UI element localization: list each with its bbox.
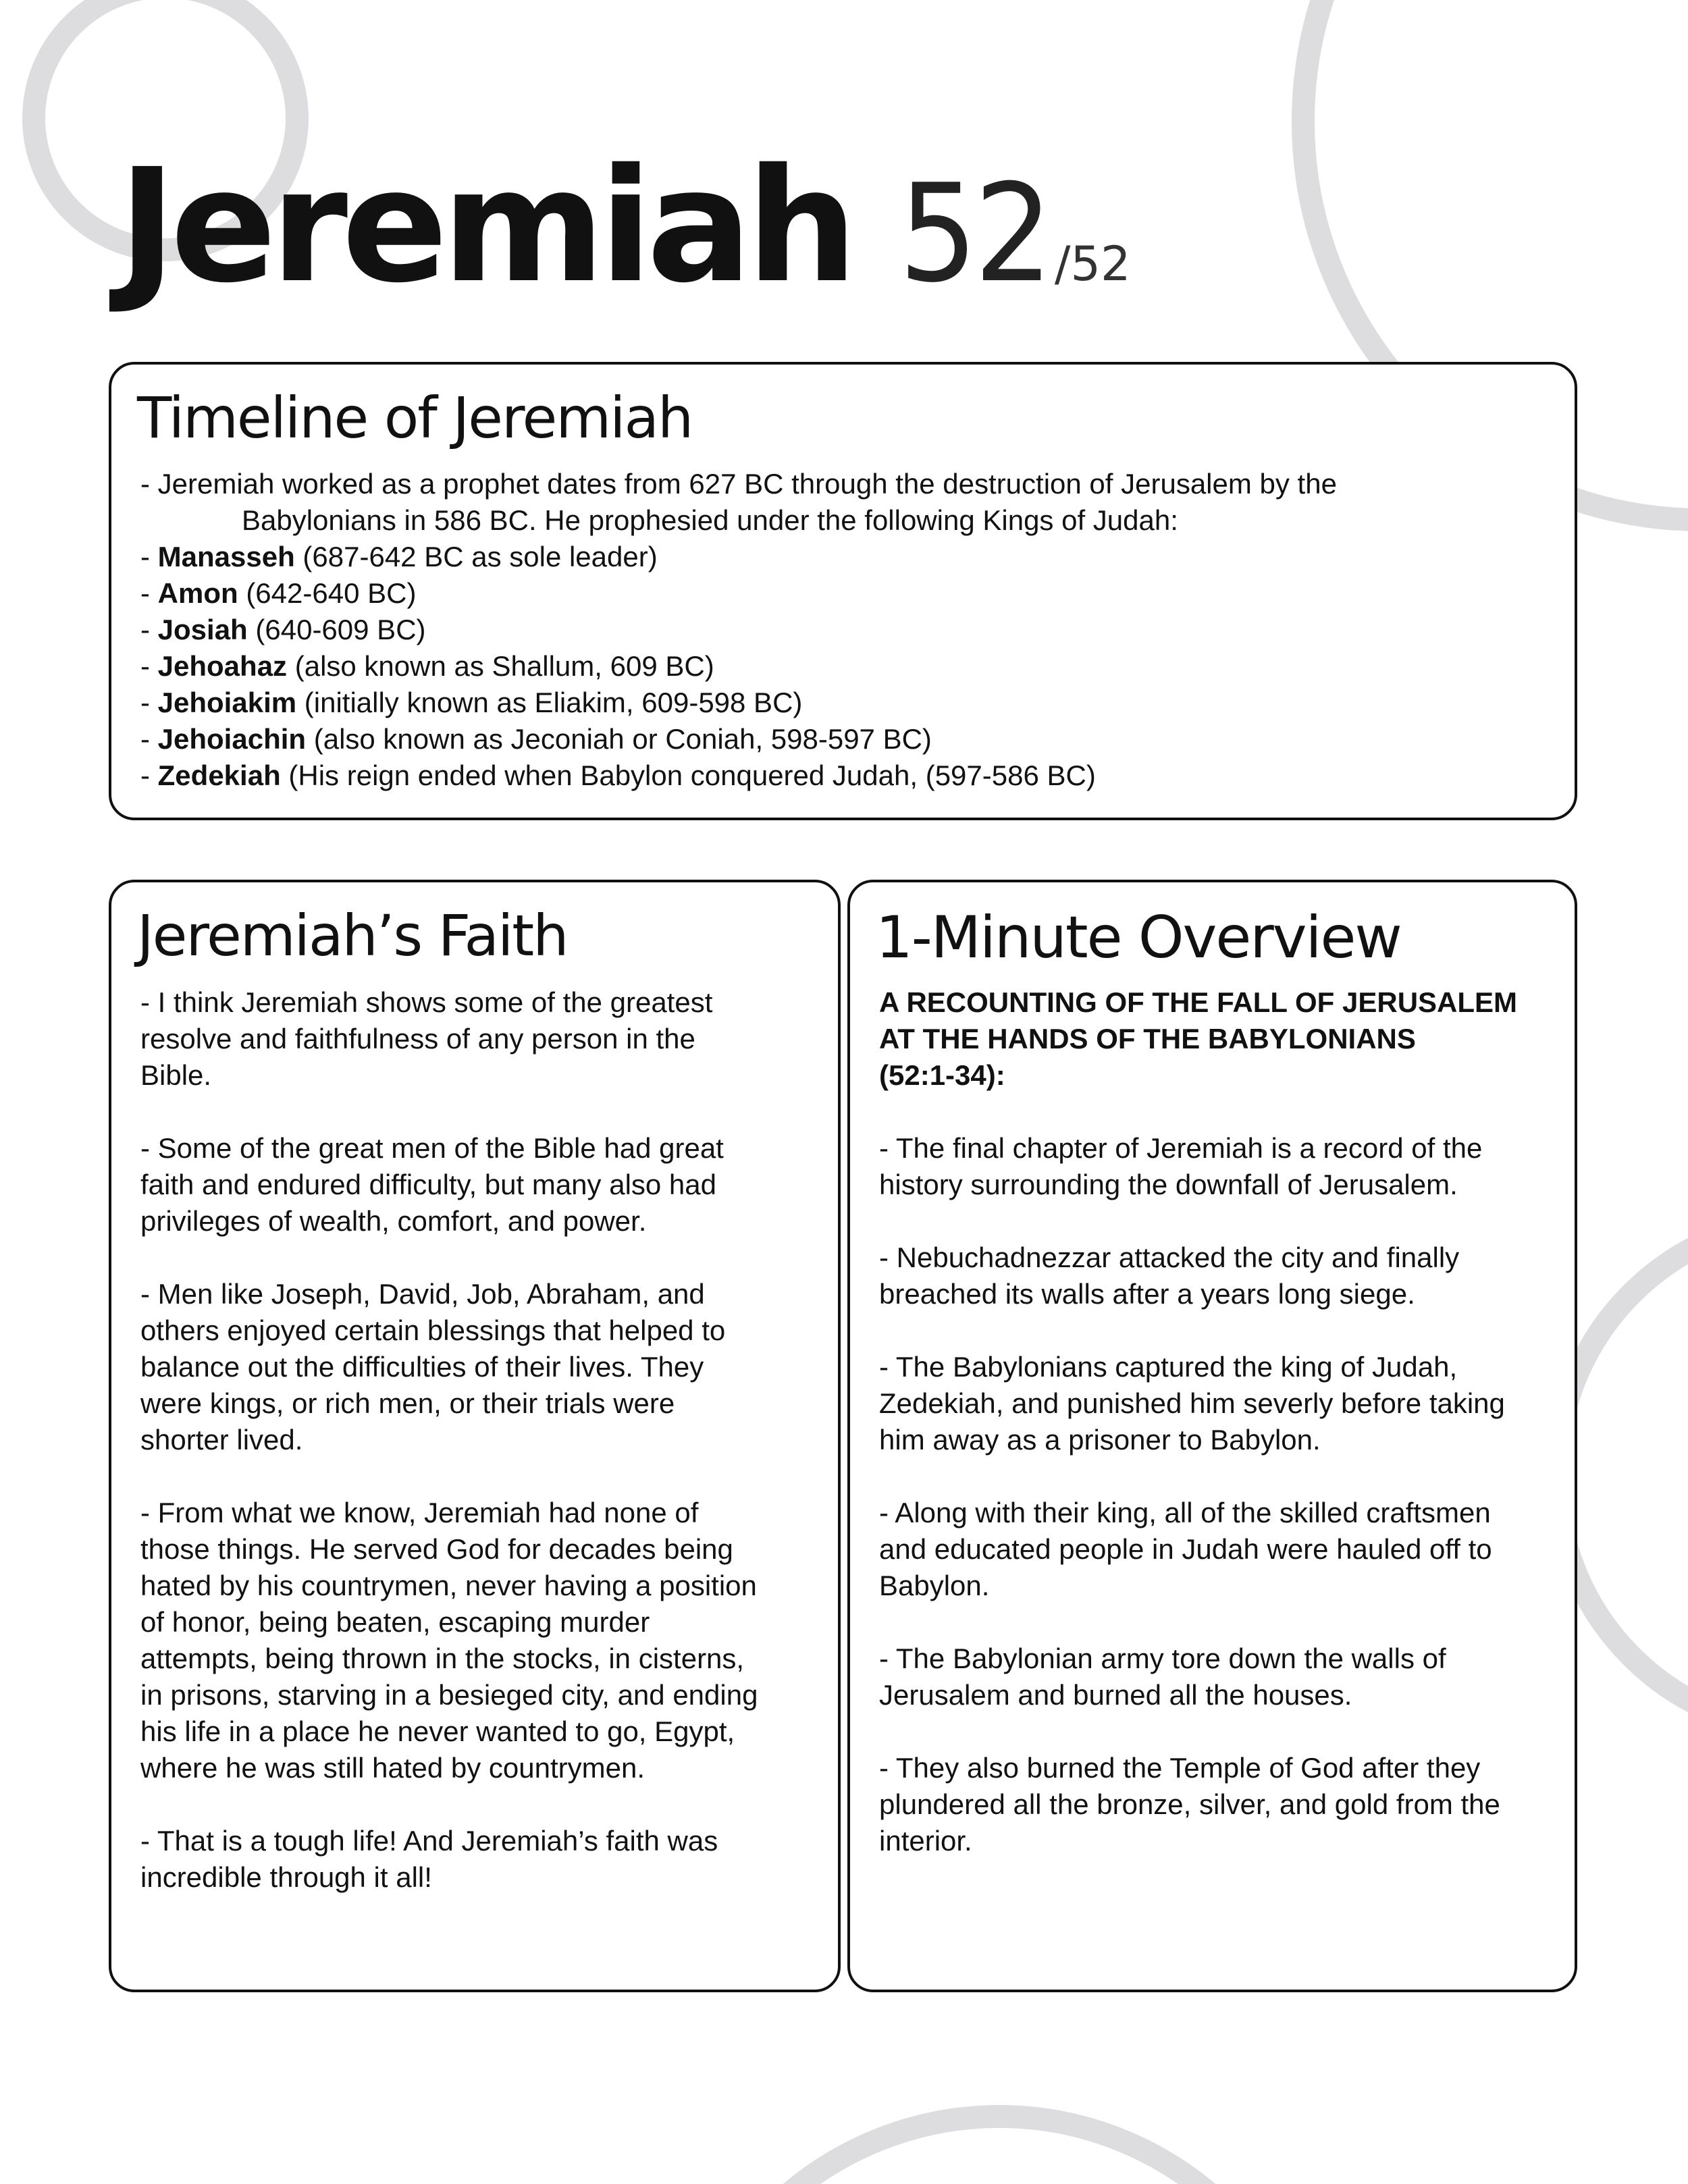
king-detail: (687-642 BC as sole leader): [294, 541, 658, 572]
text-line: balance out the difficulties of their lives. They: [140, 1351, 704, 1383]
king-name: Josiah: [157, 614, 248, 645]
text-line: breached its walls after a years long siege.: [879, 1278, 1415, 1310]
text-line: - The Babylonians captured the king of Judah,: [879, 1351, 1458, 1383]
king-detail: (also known as Jeconiah or Coniah, 598-597 BC): [306, 723, 932, 755]
king-item: - Zedekiah (His reign ended when Babylon conquered Judah, (597-586 BC): [140, 760, 1096, 791]
king-item: - Jehoahaz (also known as Shallum, 609 BC): [140, 650, 714, 682]
faith-paragraph: [140, 1495, 818, 1786]
section-title-line: AT THE HANDS OF THE BABYLONIANS: [879, 1023, 1416, 1055]
overview-paragraph: [879, 1130, 1554, 1203]
text-line: - Along with their king, all of the skilled craftsmen: [879, 1497, 1491, 1528]
text-line: resolve and faithfulness of any person in the: [140, 1023, 695, 1055]
faith-paragraph: [140, 1823, 818, 1896]
text-line: shorter lived.: [140, 1424, 303, 1456]
chapter-total: /52: [1054, 236, 1131, 292]
overview-paragraph: [879, 1495, 1554, 1604]
chapter-number: 52: [899, 155, 1050, 313]
king-item: - Manasseh (687-642 BC as sole leader): [140, 541, 658, 572]
section-title-line: (52:1-34):: [879, 1059, 1005, 1091]
text-line: him away as a prisoner to Babylon.: [879, 1424, 1321, 1456]
decor-ring-bottom: [675, 2116, 1323, 2184]
text-line: - The final chapter of Jeremiah is a record of the: [879, 1132, 1483, 1164]
faith-body: [140, 984, 818, 1896]
king-name: Jehoiachin: [157, 723, 307, 755]
text-line: of honor, being beaten, escaping murder: [140, 1606, 650, 1638]
king-name: Amon: [157, 577, 238, 609]
king-name: Zedekiah: [157, 760, 281, 791]
text-line: - They also burned the Temple of God after they: [879, 1752, 1481, 1784]
overview-paragraph: [879, 1240, 1554, 1312]
king-detail: (also known as Shallum, 609 BC): [287, 650, 714, 682]
king-detail: (642-640 BC): [238, 577, 417, 609]
text-line: - From what we know, Jeremiah had none of: [140, 1497, 699, 1528]
text-line: - Nebuchadnezzar attacked the city and finally: [879, 1242, 1460, 1273]
faith-paragraph: [140, 1276, 818, 1458]
faith-paragraph: [140, 1130, 818, 1240]
faith-paragraph: [140, 984, 818, 1094]
text-line: hated by his countrymen, never having a position: [140, 1570, 757, 1601]
king-detail: (640-609 BC): [247, 614, 426, 645]
text-line: those things. He served God for decades being: [140, 1533, 733, 1565]
page-title: [118, 135, 1131, 317]
section-title-line: A RECOUNTING OF THE FALL OF JERUSALEM: [879, 986, 1518, 1018]
king-detail: (initially known as Eliakim, 609-598 BC): [296, 687, 803, 718]
text-line: where he was still hated by countrymen.: [140, 1752, 645, 1784]
timeline-heading: Timeline of Jeremiah: [137, 385, 693, 451]
timeline-panel: [109, 362, 1577, 820]
text-line: others enjoyed certain blessings that helped to: [140, 1314, 726, 1346]
text-line: - Men like Joseph, David, Job, Abraham, and: [140, 1278, 705, 1310]
overview-paragraph: [879, 1349, 1554, 1458]
text-line: history surrounding the downfall of Jerusalem.: [879, 1169, 1458, 1200]
king-name: Jehoiakim: [157, 687, 297, 718]
timeline-body: [140, 466, 1561, 794]
overview-paragraph: [879, 1641, 1554, 1713]
king-item: - Jehoiakim (initially known as Eliakim, 609-598 BC): [140, 687, 803, 718]
text-line: plundered all the bronze, silver, and gold from the: [879, 1788, 1500, 1820]
overview-paragraphs: [879, 1130, 1554, 1859]
text-line: - The Babylonian army tore down the walls of: [879, 1643, 1446, 1674]
text-line: incredible through it all!: [140, 1861, 432, 1893]
text-line: interior.: [879, 1825, 972, 1857]
overview-heading: 1-Minute Overview: [876, 904, 1401, 971]
text-line: - I think Jeremiah shows some of the greatest: [140, 986, 713, 1018]
timeline-intro-line: Babylonians in 586 BC. He prophesied under the following Kings of Judah:: [242, 504, 1178, 536]
timeline-intro-line: - Jeremiah worked as a prophet dates from 627 BC through the destruction of Jerusalem by the: [140, 468, 1337, 500]
overview-panel: [847, 880, 1577, 1992]
text-line: privileges of wealth, comfort, and power.: [140, 1205, 647, 1237]
king-item: - Jehoiachin (also known as Jeconiah or Coniah, 598-597 BC): [140, 723, 932, 755]
faith-panel: [109, 880, 841, 1992]
overview-paragraph: [879, 1750, 1554, 1859]
text-line: were kings, or rich men, or their trials were: [140, 1387, 675, 1419]
text-line: Babylon.: [879, 1570, 990, 1601]
text-line: Jerusalem and burned all the houses.: [879, 1679, 1352, 1711]
kings-list: [140, 539, 1561, 794]
overview-body: [879, 984, 1554, 1859]
text-line: faith and endured difficulty, but many also had: [140, 1169, 717, 1200]
text-line: - Some of the great men of the Bible had great: [140, 1132, 724, 1164]
text-line: - That is a tough life! And Jeremiah’s faith was: [140, 1825, 718, 1857]
king-name: Manasseh: [157, 541, 295, 572]
text-line: in prisons, starving in a besieged city, and ending: [140, 1679, 758, 1711]
text-line: attempts, being thrown in the stocks, in cisterns,: [140, 1643, 745, 1674]
king-name: Jehoahaz: [157, 650, 288, 682]
king-item: - Josiah (640-609 BC): [140, 614, 426, 645]
text-line: Bible.: [140, 1059, 212, 1091]
text-line: and educated people in Judah were hauled off to: [879, 1533, 1492, 1565]
book-title: Jeremiah: [118, 135, 852, 317]
king-item: - Amon (642-640 BC): [140, 577, 417, 609]
text-line: his life in a place he never wanted to go, Egypt,: [140, 1715, 735, 1747]
text-line: Zedekiah, and punished him severly before taking: [879, 1387, 1505, 1419]
overview-section-title: [879, 984, 1554, 1094]
king-detail: (His reign ended when Babylon conquered Judah, (597-586 BC): [280, 760, 1096, 791]
faith-heading: Jeremiah’s Faith: [137, 903, 568, 969]
